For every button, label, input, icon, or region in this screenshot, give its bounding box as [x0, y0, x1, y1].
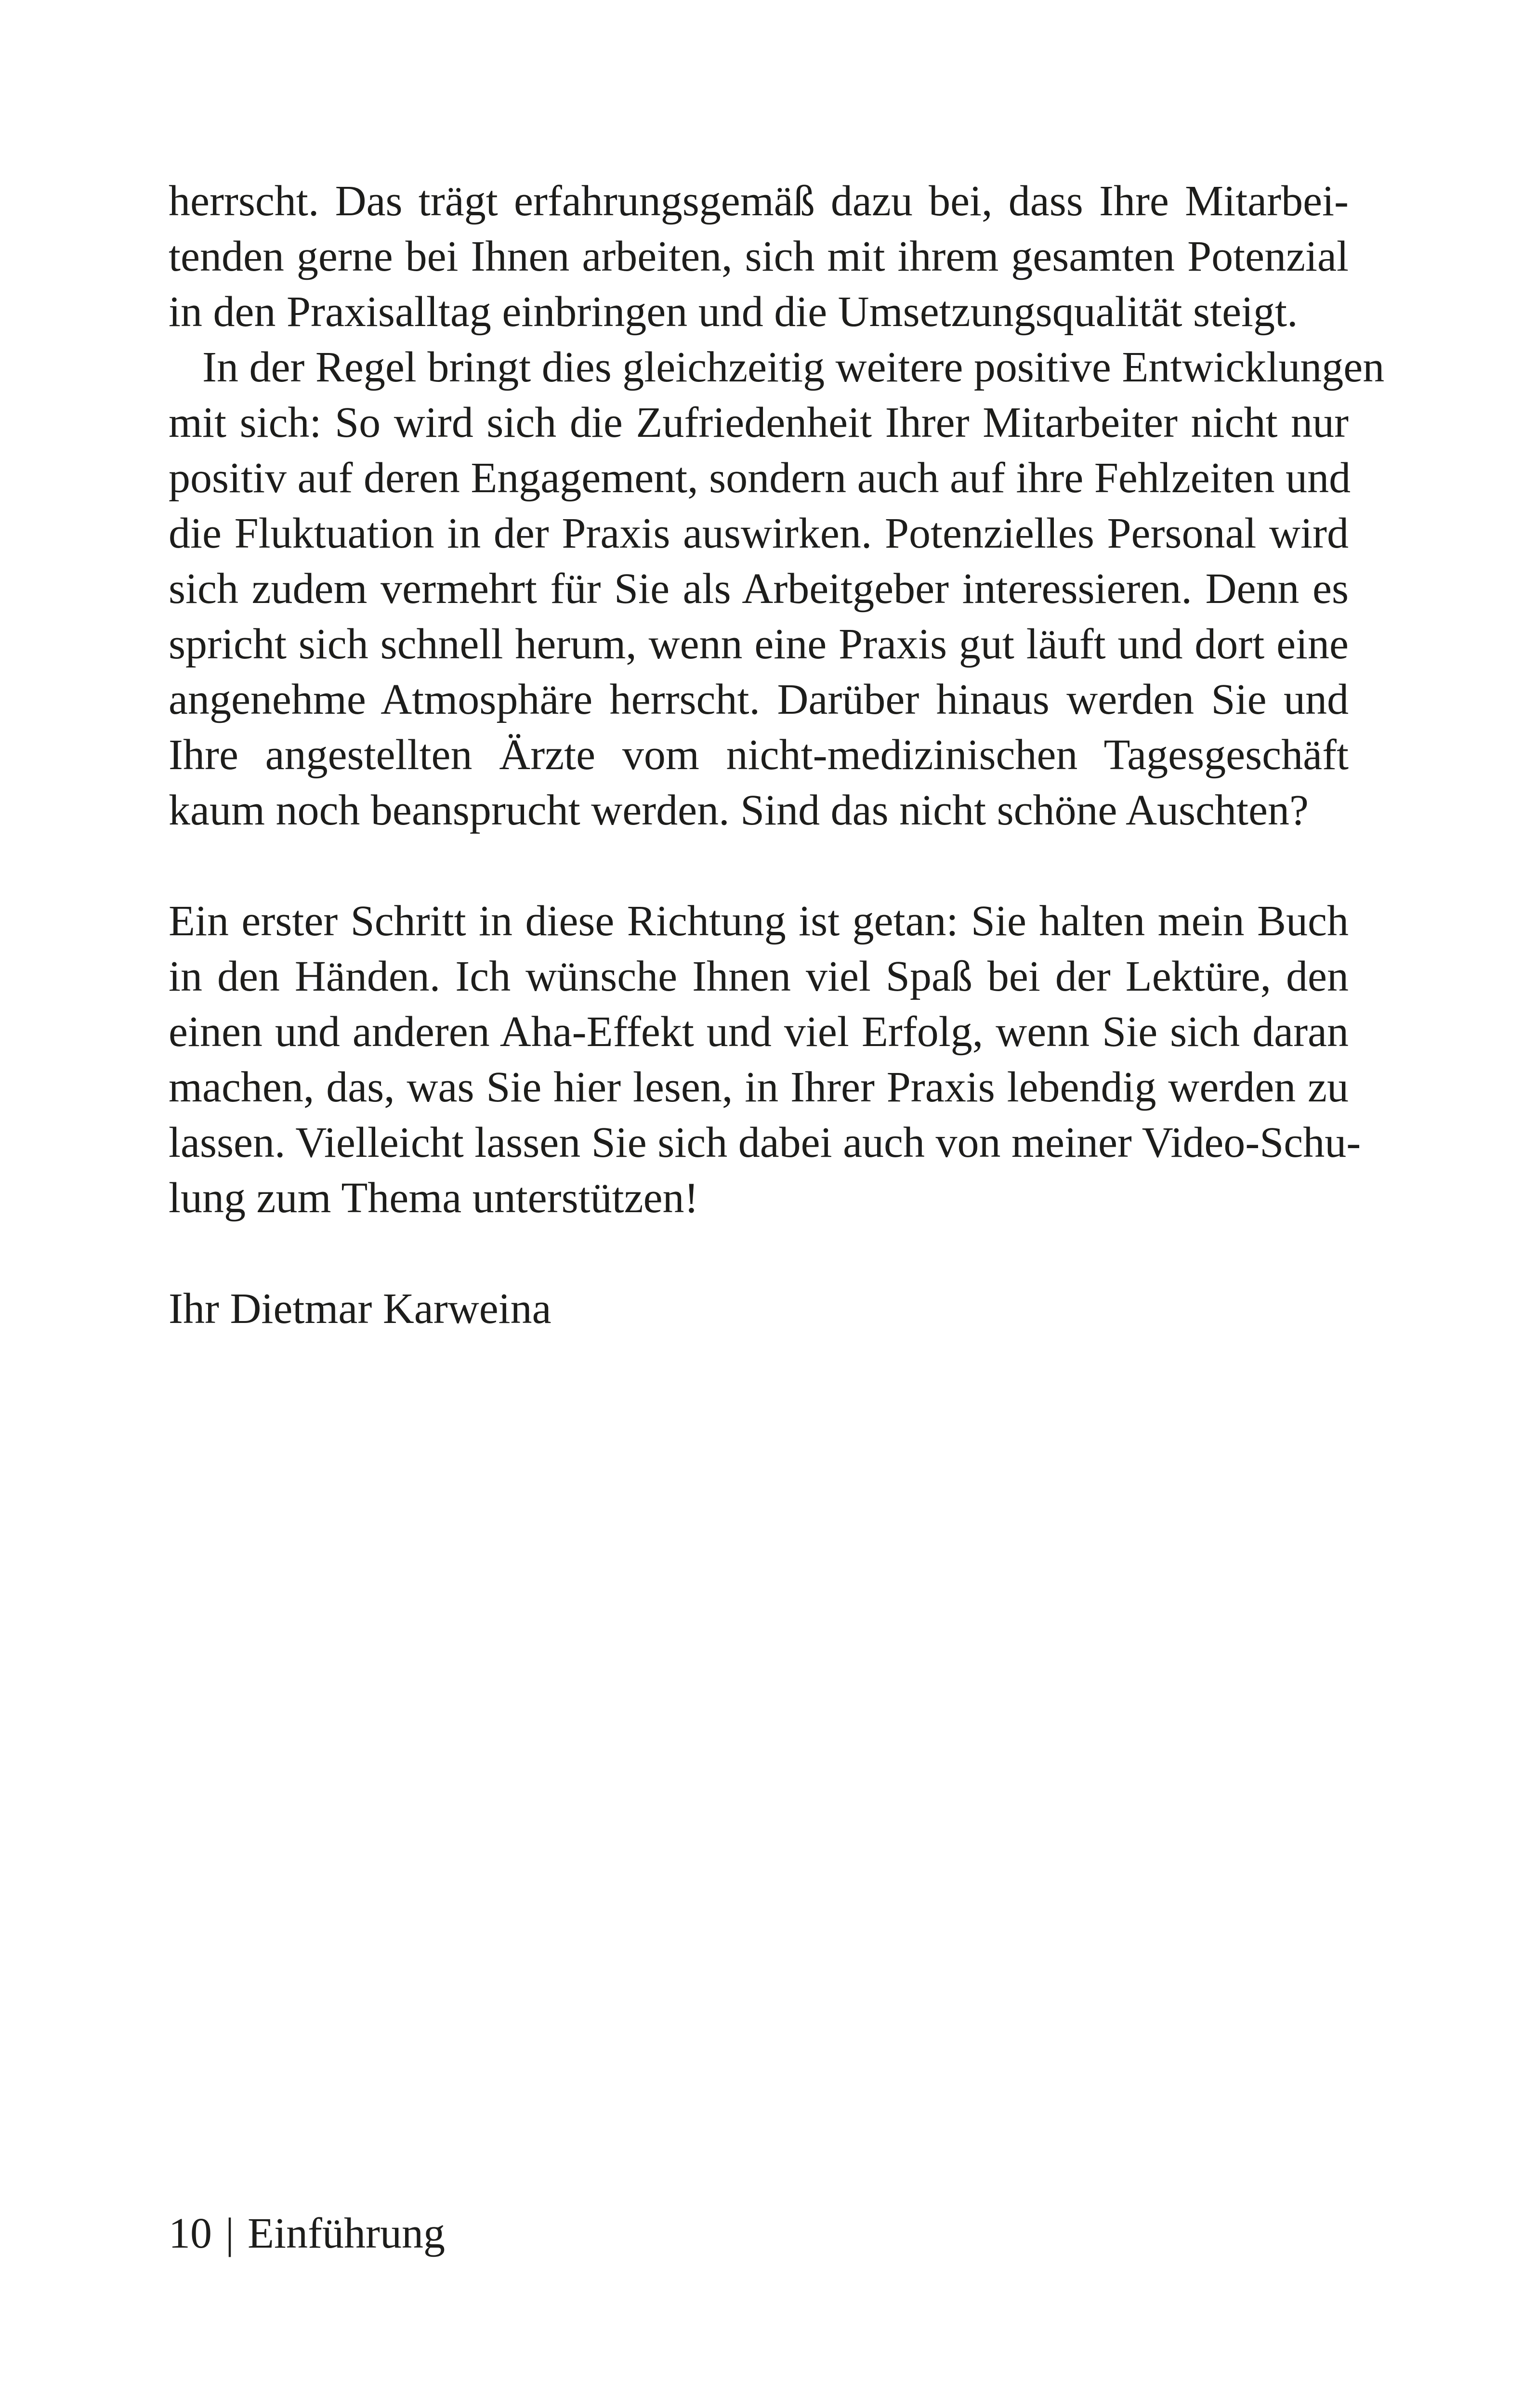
footer-separator: |: [225, 2210, 235, 2257]
paragraph-spacer: [169, 838, 1349, 893]
text-line: kaum noch beansprucht werden. Sind das nicht schöne Auschten?: [169, 786, 1309, 834]
text-line: sich zudem vermehrt für Sie als Arbeitgeber interessieren. Denn es: [169, 565, 1349, 613]
paragraph-2: [169, 340, 1385, 838]
text-line: lassen. Vielleicht lassen Sie sich dabei auch von meiner Video-Schu-: [169, 1119, 1361, 1166]
text-line: spricht sich schnell herum, wenn eine Praxis gut läuft und dort eine: [169, 620, 1349, 668]
page-footer: [169, 2206, 445, 2261]
text-line: angenehme Atmosphäre herrscht. Darüber hinaus werden Sie und: [169, 676, 1349, 723]
section-title: Einführung: [248, 2210, 445, 2257]
text-line: positiv auf deren Engagement, sondern auch auf ihre Fehlzeiten und: [169, 454, 1351, 502]
text-line: tenden gerne bei Ihnen arbeiten, sich mit ihrem gesamten Potenzial: [169, 233, 1349, 280]
paragraph-3: [169, 893, 1361, 1226]
paragraph-1: [169, 173, 1349, 340]
signature: Ihr Dietmar Karweina: [169, 1285, 551, 1333]
text-line: in den Händen. Ich wünsche Ihnen viel Spaß bei der Lektüre, den: [169, 953, 1349, 1000]
text-line: machen, das, was Sie hier lesen, in Ihrer Praxis lebendig werden zu: [169, 1063, 1349, 1111]
text-line: Ein erster Schritt in diese Richtung ist getan: Sie halten mein Buch: [169, 897, 1349, 945]
text-line: einen und anderen Aha-Effekt und viel Erfolg, wenn Sie sich daran: [169, 1008, 1349, 1056]
page-number: 10: [169, 2210, 212, 2257]
paragraph-spacer: [169, 1226, 1349, 1281]
text-line: die Fluktuation in der Praxis auswirken. Potenzielles Personal wird: [169, 510, 1349, 557]
text-line: mit sich: So wird sich die Zufriedenheit Ihrer Mitarbeiter nicht nur: [169, 399, 1349, 446]
body-text: [169, 173, 1385, 1336]
text-line: in den Praxisalltag einbringen und die Umsetzungsqualität steigt.: [169, 288, 1298, 336]
text-line: lung zum Thema unterstützen!: [169, 1174, 699, 1222]
text-line: In der Regel bringt dies gleichzeitig weitere positive Entwicklungen: [202, 343, 1385, 391]
text-line: herrscht. Das trägt erfahrungsgemäß dazu bei, dass Ihre Mitarbei-: [169, 177, 1349, 225]
text-line: Ihre angestellten Ärzte vom nicht-medizinischen Tagesgeschäft: [169, 731, 1349, 779]
